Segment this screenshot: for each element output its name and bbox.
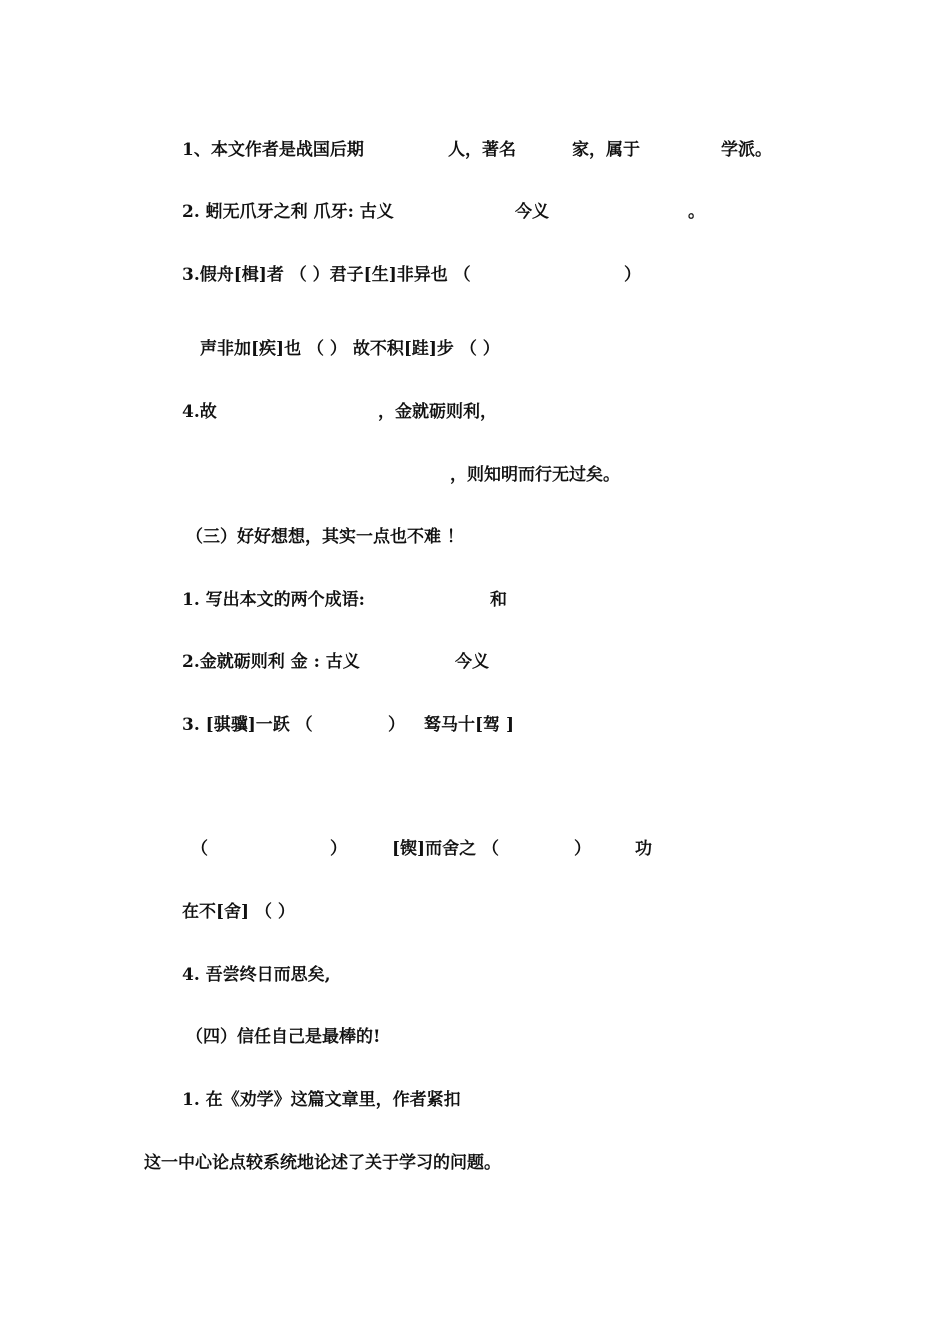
s3-q3-open-paren: （	[191, 839, 208, 859]
section3-title: （三）好好想想，其实一点也不难 ！	[186, 527, 464, 547]
q2-text-3: 。	[688, 202, 705, 222]
s4-q1-text-2: 这一中心论点较系统地论述了关于学习的问题。	[144, 1153, 501, 1173]
q1-text-3: 家，属于	[572, 140, 640, 160]
q4-text-1: 4.故	[182, 402, 217, 422]
q1-text-2: 人，著名	[448, 140, 516, 160]
s3-q3-text-1: 3. [骐骥]一跃 （	[182, 715, 313, 735]
s3-q3-text-3: 驽马十[驾 ]	[424, 715, 515, 735]
s3-q3-text-2: ）	[388, 715, 405, 735]
q4-text-2: ，金就砺则利，	[378, 402, 497, 422]
s3-q1-and: 和	[490, 590, 507, 610]
q3-line1-b: ）	[624, 265, 641, 285]
s3-q2-text-1: 2.金就砺则利 金 : 古义	[182, 652, 360, 672]
s3-q3-text-4: [锲]而舍之 （	[392, 839, 500, 859]
s3-q3-close-paren: ）	[330, 839, 347, 859]
s3-q3-text-6: 功	[635, 839, 652, 859]
q3-line2: 声非加[疾]也 （ ） 故不积[跬]步 （ ）	[200, 339, 500, 359]
section4-title: （四）信任自己是最棒的!	[186, 1027, 381, 1047]
s3-q1-text: 1. 写出本文的两个成语:	[182, 590, 365, 610]
q4-line2: ，则知明而行无过矣。	[450, 465, 620, 485]
q1-text-4: 学派。	[721, 140, 772, 160]
s3-q4-text: 4. 吾尝终日而思矣,	[182, 965, 331, 985]
q1-text-1: 1、本文作者是战国后期	[182, 140, 364, 160]
q2-text-1: 2. 蚓无爪牙之利 爪牙: 古义	[182, 202, 394, 222]
s4-q1-text-1: 1. 在《劝学》这篇文章里，作者紧扣	[182, 1090, 461, 1110]
s3-q3-text-5: ）	[574, 839, 591, 859]
q3-line1-a: 3.假舟[楫]者 （ ）君子[生]非异也 （	[182, 265, 471, 285]
q2-text-2: 今义	[515, 202, 549, 222]
s3-q2-text-2: 今义	[455, 652, 489, 672]
s3-q3-text-7: 在不[舍] （ ）	[182, 902, 295, 922]
